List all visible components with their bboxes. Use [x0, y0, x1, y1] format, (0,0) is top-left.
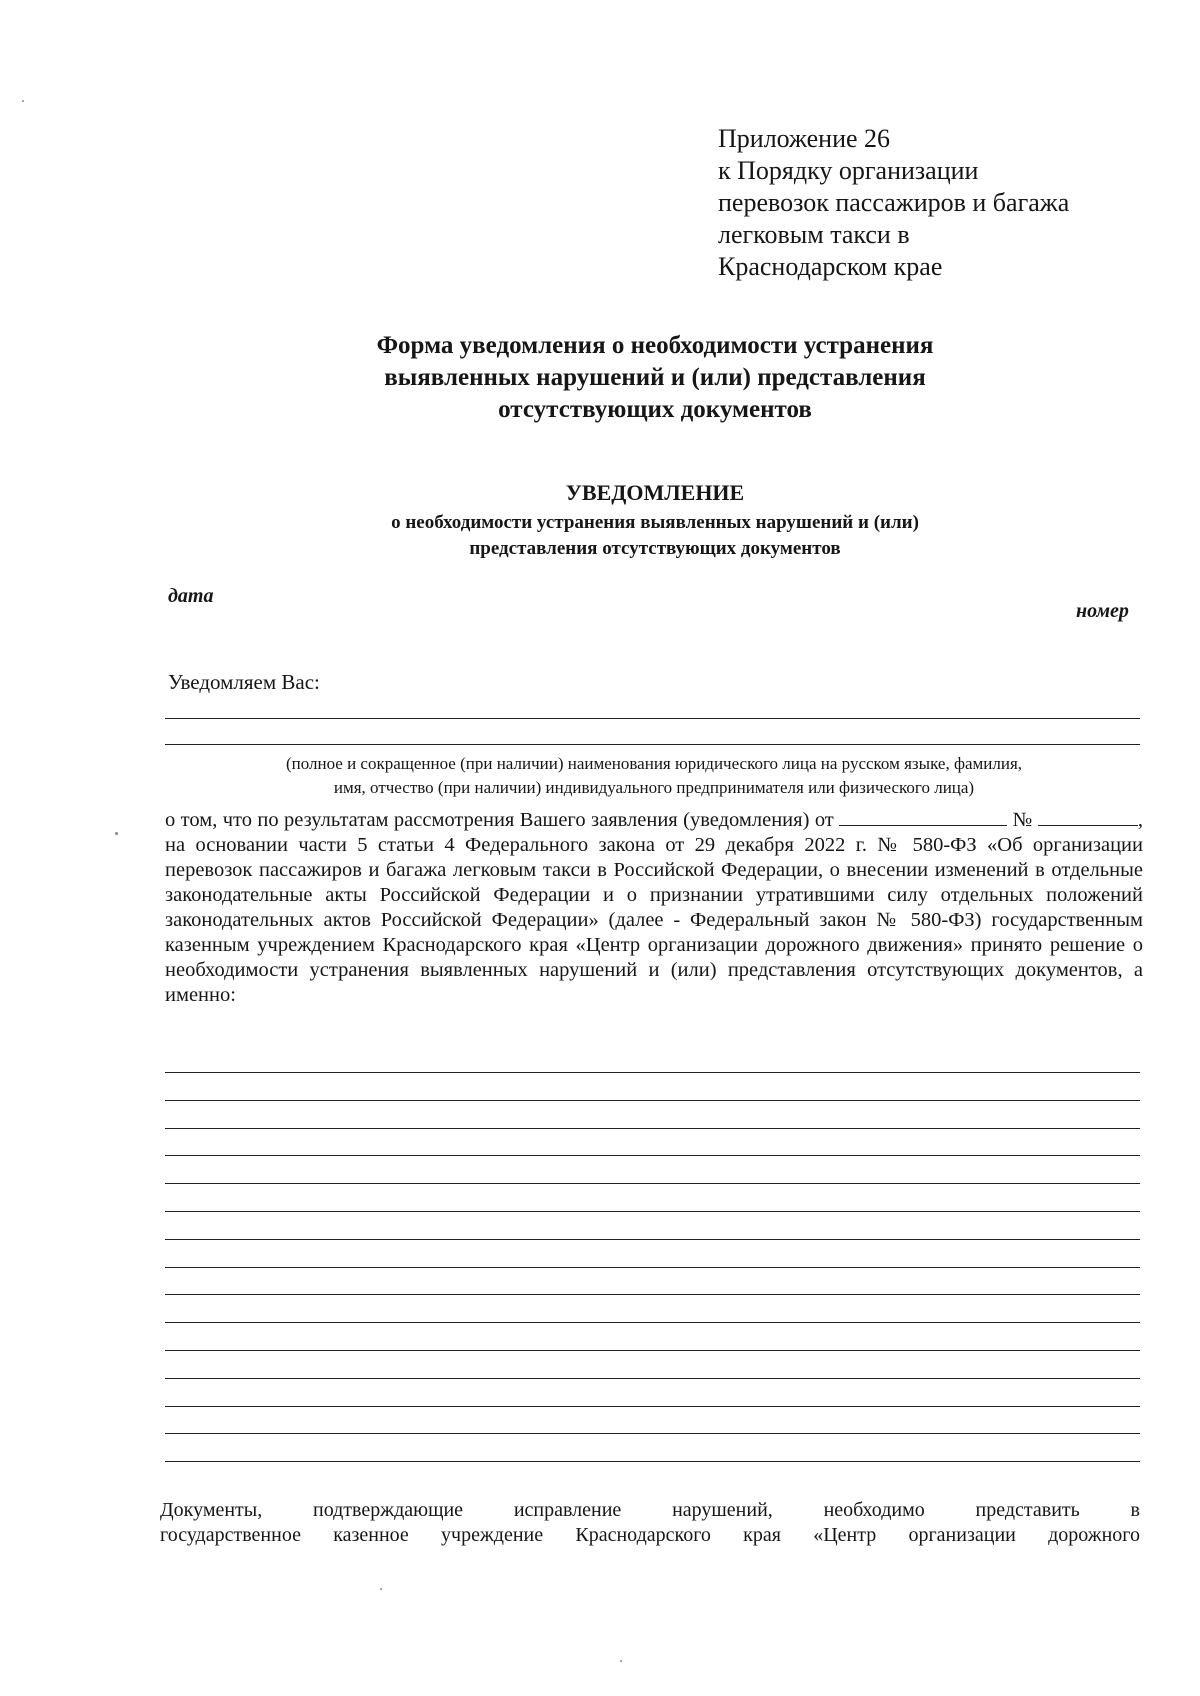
violation-entry-line[interactable]: [165, 1128, 1140, 1129]
violation-entry-line[interactable]: [165, 1433, 1140, 1434]
notice-heading: УВЕДОМЛЕНИЕ: [565, 480, 745, 505]
appendix-reference: [718, 123, 1069, 283]
recipient-caption: [168, 752, 1140, 800]
appendix-line: к Порядку организации: [718, 156, 979, 185]
application-date-blank[interactable]: [839, 809, 1007, 826]
caption-line: имя, отчество (при наличии) индивидуального предпринимателя или физического лица): [333, 778, 975, 797]
date-label: дата: [168, 585, 214, 607]
appendix-line: легковым такси в: [718, 220, 910, 249]
notice-subtitle-line: о необходимости устранения выявленных нарушений и (или): [391, 512, 919, 533]
appendix-line: Краснодарском крае: [718, 252, 943, 281]
body-part-2: , на основании части 5 статьи 4 Федерального закона от 29 декабря 2022 г. № 580-ФЗ «Об организации перевозок пассажиров и багажа легковым такси в Российской Федерации, о внесении изменений в отдельные законодательные акты Российской Федерации и о признании утратившими силу отдельных положений законодательных актов Российской Федерации» (далее - Федеральный закон № 580-ФЗ) государственным казенным учреждением Краснодарского края «Центр организации дорожного движения» принято решение о необходимости устранения выявленных нарушений и (или) представления отсутствующих документов, а именно:: [165, 809, 1144, 1006]
violation-entry-line[interactable]: [165, 1183, 1140, 1184]
violation-entry-line[interactable]: [165, 1322, 1140, 1323]
recipient-line[interactable]: [165, 744, 1140, 745]
violation-entry-line[interactable]: [165, 1072, 1140, 1073]
form-title-line: отсутствующих документов: [498, 396, 812, 423]
scan-speck: [620, 1660, 622, 1662]
appendix-line: перевозок пассажиров и багажа: [718, 188, 1070, 217]
violation-entry-line[interactable]: [165, 1100, 1140, 1101]
scan-speck: [115, 832, 118, 835]
notify-intro: Уведомляем Вас:: [168, 670, 320, 694]
violations-lines: [165, 1072, 1140, 1489]
footer-paragraph: [160, 1498, 1140, 1548]
footer-line: государственное казенное учреждение Краснодарского края «Центр организации дорожного: [160, 1524, 1140, 1546]
violation-entry-line[interactable]: [165, 1239, 1140, 1240]
violation-entry-line[interactable]: [165, 1461, 1140, 1462]
scan-speck: [22, 100, 24, 102]
notice-body: [165, 808, 1143, 1008]
number-sign: №: [1012, 809, 1033, 831]
appendix-line: Приложение 26: [718, 124, 891, 153]
recipient-line[interactable]: [165, 718, 1140, 719]
scan-speck: [380, 1588, 382, 1590]
form-title-line: Форма уведомления о необходимости устранения: [376, 332, 934, 359]
violation-entry-line[interactable]: [165, 1155, 1140, 1156]
violation-entry-line[interactable]: [165, 1267, 1140, 1268]
notice-subtitle: [0, 510, 1200, 562]
violation-entry-line[interactable]: [165, 1406, 1140, 1407]
form-title-line: выявленных нарушений и (или) представления: [384, 364, 926, 391]
violation-entry-line[interactable]: [165, 1294, 1140, 1295]
notice-subtitle-line: представления отсутствующих документов: [469, 538, 841, 559]
violation-entry-line[interactable]: [165, 1350, 1140, 1351]
violation-entry-line[interactable]: [165, 1378, 1140, 1379]
caption-line: (полное и сокращенное (при наличии) наименования юридического лица на русском языке, фамилия,: [285, 754, 1023, 773]
body-part-1: о том, что по результатам рассмотрения Вашего заявления (уведомления) от: [165, 809, 834, 831]
number-label: номер: [1076, 600, 1129, 622]
form-title: [0, 330, 1200, 426]
violation-entry-line[interactable]: [165, 1211, 1140, 1212]
footer-line: Документы, подтверждающие исправление нарушений, необходимо представить в: [160, 1499, 1140, 1521]
application-number-blank[interactable]: [1038, 809, 1138, 826]
